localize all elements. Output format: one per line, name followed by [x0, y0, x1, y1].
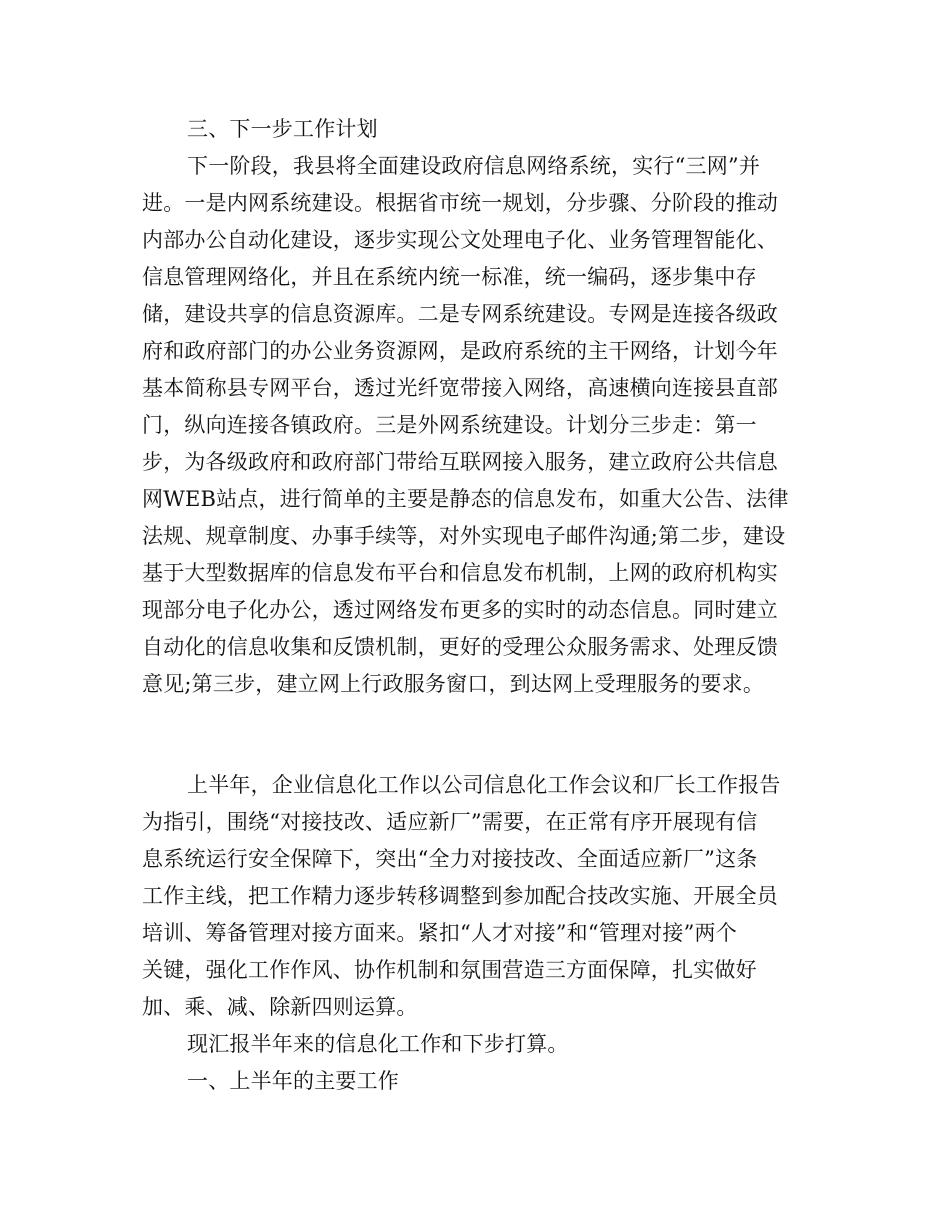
- paragraph-line: 内部办公自动化建设，逐步实现公文处理电子化、业务管理智能化、: [142, 228, 778, 252]
- section-heading-main-work: 一、上半年的主要工作: [187, 1069, 399, 1093]
- paragraph-line: 法规、规章制度、办事手续等，对外实现电子邮件沟通;第二步，建设: [142, 524, 786, 548]
- paragraph-line: 网WEB站点，进行简单的主要是静态的信息发布，如重大公告、法律: [142, 487, 789, 511]
- paragraph-line: 基于大型数据库的信息发布平台和信息发布机制，上网的政府机构实: [142, 561, 778, 585]
- paragraph-line: 现部分电子化办公，透过网络发布更多的实时的动态信息。同时建立: [142, 598, 778, 622]
- paragraph-line: 上半年，企业信息化工作以公司信息化工作会议和厂长工作报告: [187, 773, 781, 797]
- paragraph-line: 基本简称县专网平台，透过光纤宽带接入网络，高速横向连接县直部: [142, 376, 778, 400]
- section-heading-next-plan: 三、下一步工作计划: [187, 117, 378, 141]
- paragraph-line: 步，为各级政府和政府部门带给互联网接入服务，建立政府公共信息: [142, 450, 778, 474]
- paragraph-line: 工作主线，把工作精力逐步转移调整到参加配合技改实施、开展全员: [142, 884, 778, 908]
- report-intro-line: 现汇报半年来的信息化工作和下步打算。: [187, 1032, 569, 1056]
- paragraph-line: 息系统运行安全保障下，突出“全力对接技改、全面适应新厂”这条: [142, 847, 758, 871]
- paragraph-line: 府和政府部门的办公业务资源网，是政府系统的主干网络，计划今年: [142, 339, 778, 363]
- paragraph-line: 信息管理网络化，并且在系统内统一标准，统一编码，逐步集中存: [142, 265, 757, 289]
- paragraph-line: 自动化的信息收集和反馈机制，更好的受理公众服务需求、处理反馈: [142, 635, 778, 659]
- paragraph-line: 培训、筹备管理对接方面来。紧扣“人才对接”和“管理对接”两个: [142, 921, 737, 945]
- paragraph-line: 加、乘、减、除新四则运算。: [142, 995, 418, 1019]
- paragraph-line: 储，建设共享的信息资源库。二是专网系统建设。专网是连接各级政: [142, 302, 778, 326]
- paragraph-line: 进。一是内网系统建设。根据省市统一规划，分步骤、分阶段的推动: [142, 191, 778, 215]
- paragraph-line: 关键，强化工作作风、协作机制和氛围营造三方面保障，扎实做好: [142, 958, 757, 982]
- paragraph-line: 为指引，围绕“对接技改、适应新厂”需要，在正常有序开展现有信: [142, 810, 758, 834]
- paragraph-line: 下一阶段，我县将全面建设政府信息网络系统，实行“三网”并: [187, 154, 761, 178]
- paragraph-line: 门，纵向连接各镇政府。三是外网系统建设。计划分三步走：第一: [142, 413, 757, 437]
- paragraph-line: 意见;第三步，建立网上行政服务窗口，到达网上受理服务的要求。: [142, 672, 765, 696]
